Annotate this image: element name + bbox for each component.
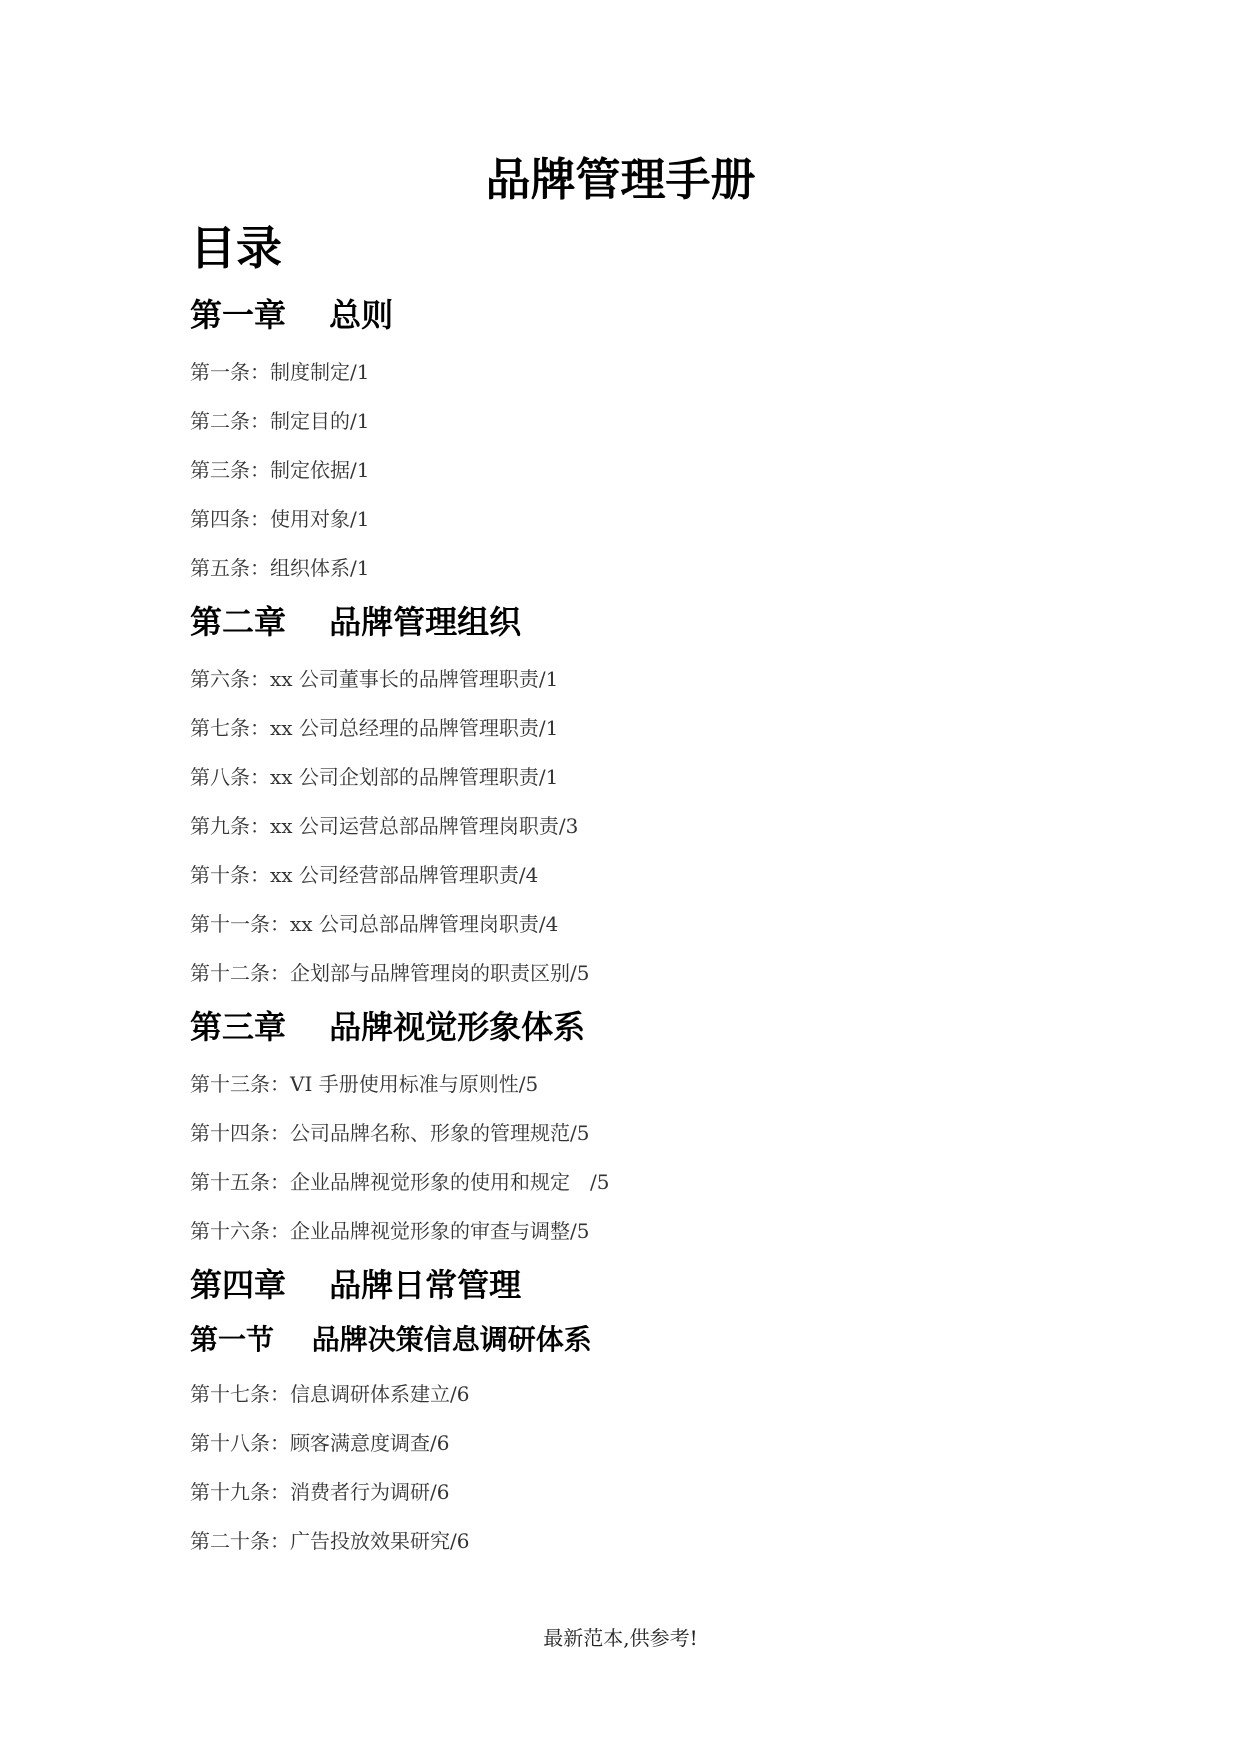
toc-entry: 第五条：组织体系/1 [190,556,370,580]
chapter-3-heading: 第三章 品牌视觉形象体系 [190,1008,586,1046]
toc-heading: 目录 [190,221,282,275]
toc-entry: 第二条：制定目的/1 [190,409,370,433]
page-footer: 最新范本,供参考! [543,1626,698,1650]
toc-entry: 第一条：制度制定/1 [190,360,370,384]
toc-entry: 第十七条：信息调研体系建立/6 [190,1382,470,1406]
toc-entry: 第十五条：企业品牌视觉形象的使用和规定 /5 [190,1170,610,1194]
section-1-heading: 第一节 品牌决策信息调研体系 [190,1323,592,1356]
toc-entry: 第十六条：企业品牌视觉形象的审查与调整/5 [190,1219,590,1243]
toc-entry: 第十八条：顾客满意度调查/6 [190,1431,450,1455]
toc-entry: 第三条：制定依据/1 [190,458,370,482]
toc-entry: 第四条：使用对象/1 [190,507,370,531]
chapter-4-heading: 第四章 品牌日常管理 [190,1266,522,1304]
toc-entry: 第十二条：企划部与品牌管理岗的职责区别/5 [190,961,590,985]
toc-entry: 第六条：xx 公司董事长的品牌管理职责/1 [190,667,559,691]
toc-entry: 第八条：xx 公司企划部的品牌管理职责/1 [190,765,559,789]
chapter-1-heading: 第一章 总则 [190,296,394,334]
document-title: 品牌管理手册 [485,153,756,206]
toc-entry: 第七条：xx 公司总经理的品牌管理职责/1 [190,716,559,740]
toc-entry: 第十四条：公司品牌名称、形象的管理规范/5 [190,1121,590,1145]
toc-entry: 第十一条：xx 公司总部品牌管理岗职责/4 [190,912,559,936]
toc-entry: 第十九条：消费者行为调研/6 [190,1480,450,1504]
toc-entry: 第二十条：广告投放效果研究/6 [190,1529,470,1553]
toc-entry: 第十三条：VI 手册使用标准与原则性/5 [190,1072,539,1096]
toc-entry: 第十条：xx 公司经营部品牌管理职责/4 [190,863,539,887]
chapter-2-heading: 第二章 品牌管理组织 [190,603,522,641]
toc-entry: 第九条：xx 公司运营总部品牌管理岗职责/3 [190,814,579,838]
toc-body [190,286,1090,1566]
